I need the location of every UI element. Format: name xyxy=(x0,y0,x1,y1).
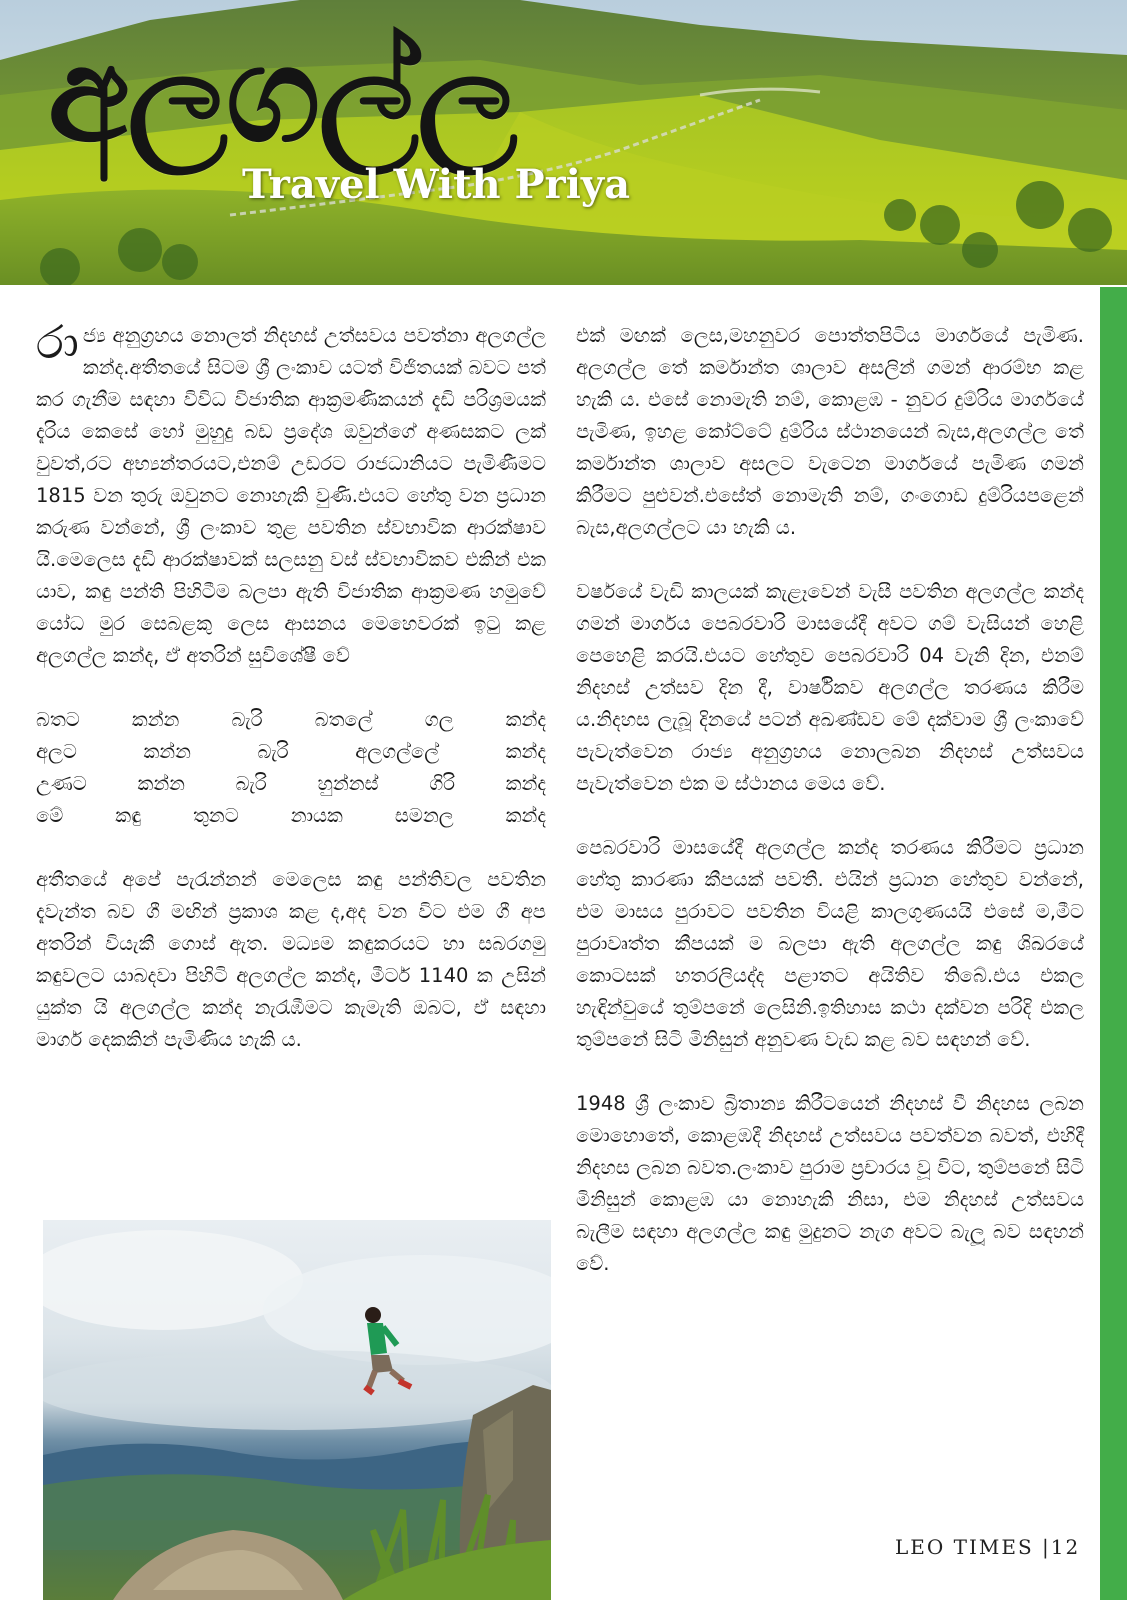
article-column-right xyxy=(576,320,1084,1280)
magazine-name: LEO TIMES xyxy=(895,1535,1034,1559)
article-paragraph xyxy=(36,315,546,672)
page-title: අලගල්ල xyxy=(48,18,516,172)
folk-poem xyxy=(36,704,546,832)
photo-scene xyxy=(43,1220,551,1600)
poem-line: බතට කන්න බැරි බතලේ ගල කන්ද xyxy=(36,708,546,731)
article-paragraph: එක් මඟක් ලෙස,මහනුවර පොත්තපිටිය මාර්ගයේ පැමිණ. අලගල්ල තේ කර්මාන්ත ශාලාව අසලින් ගමන් ආරම්භ කළ හැකි ය. එසේ නොමැති නම්, කොළඹ - නුවර දුම්රිය මාර්ගයේ පැමිණ, ඉහළ කෝට්ටේ දුම්රිය ස්ථානයෙන් බැස,අලගල්ල තේ කර්මාන්ත ශාලාව අසලට වැටෙන මාර්ගයේ පැමිණ ගමන් කිරීමට පුළුවන්.එසේත් නොමැති නම්, ගංගොඩ දුම්රියපළෙන් බැස,අලගල්ලට යා හැකි ය. xyxy=(576,324,1084,539)
drop-cap: රා xyxy=(36,315,79,369)
page-subtitle: Travel With Priya xyxy=(242,161,631,208)
page-footer xyxy=(895,1535,1080,1559)
page-number: 12 xyxy=(1050,1535,1081,1559)
jumping-hiker-photo xyxy=(43,1220,551,1600)
paragraph-text: ජ්‍ය අනුග්‍රහය නොලත් නිදහස් උත්සවය පවත්නා අලගල්ල කන්ද.අතීතයේ සිටම ශ්‍රී ලංකාව යටත් විජිතයක් බවට පත් කර ගැනීම සඳහා විවිධ විජාතික ආක්‍රමණිකයන් දැඩි පරිශ්‍රමයක් දැරිය කෙසේ හෝ මුහුදු බඩ ප්‍රදේශ ඔවුන්ගේ අණසකට ලක් වුවත්,රට අභ්‍යන්තරයට,එනම් උඩරට රාජධානියට පැමිණීමට 1815 වන තුරු ඔවුනට නොහැකි වුණි.එයට හේතු වන ප්‍රධාන කරුණ වන්නේ, ශ්‍රී ලංකාව තුළ පවතින ස්වභාවික ආරක්ෂාව යි.මෙලෙස දැඩි ආරක්ෂාවක් සලසනු වස් ස්වභාවිකව එකින් එක යාව, කඳු පන්ති පිහිටීම බලපා ඇති විජාතික ආක්‍රමණ හමුවේ යෝධ මුර සෙබළකු ලෙස ආසනය මෙහෙවරක් ඉටු කළ අලගල්ල කන්ද, ඒ අතරින් සුවිශේෂී වේ xyxy=(36,324,546,667)
article-paragraph: 1948 ශ්‍රී ලංකාව බ්‍රිතාන්‍ය කිරීටයෙන් නිදහස් වී නිදහස ලබන මොහොතේ, කොළඹදී නිදහස් උත්සවය පවත්වන බවත්, එහිදී නිදහස ලබන බවත.ලංකාව පුරාම ප්‍රචාරය වූ විට, තුම්පනේ සිටි මිනිසුන් කොළඹ යා නොහැකි නිසා, එම නිදහස් උත්සවය බැලීම සඳහා අලගල්ල කඳු මුදුනට නැග අවට බැලූ බව සඳහන් වේ. xyxy=(576,1092,1084,1275)
poem-line: අලට කන්න බැරි අලගල්ලේ කන්ද xyxy=(36,740,546,763)
footer-separator: | xyxy=(1042,1535,1051,1559)
hero-banner xyxy=(0,0,1127,285)
green-side-bar xyxy=(1100,287,1127,1600)
article-column-left xyxy=(36,315,546,1056)
poem-line: මේ කඳු තුනට නායක සමනල කන්ද xyxy=(36,804,546,827)
article-paragraph: පෙබරවාරි මාසයේදී අලගල්ල කන්ද තරණය කිරීමට ප්‍රධාන හේතු කාරණා කීපයක් පවතී. එයින් ප්‍රධාන හේතුව වන්නේ, එම මාසය පුරාවට පවතින වියළි කාලගුණයයි එසේ ම,මීට පුරාවෘත්ත කීපයක් ම බලපා ඇති අලගල්ල කඳු ශිඛරයේ කොටසක් හතරලියද්ද පළාතට අයිතිව තිබේ.එය එකල හැඳින්වුයේ තුම්පනේ ලෙසිනි.ඉතිහාස කථා දක්වන පරිදි එකල තුම්පනේ සිටි මිනිසුන් අනුවණ වැඩ කළ බව සඳහන් වේ. xyxy=(576,836,1084,1051)
article-paragraph: අතීතයේ අපේ පැරැන්නන් මෙලෙස කඳු පන්තිවල පවතින දැවැන්ත බව ගී මඟින් ප්‍රකාශ කළ ද,අද වන විට එම ගී අප අතරින් වියැකී ගොස් ඇත. මධ්‍යම කඳුකරයට හා සබරගමු කඳුවලට යාබදවා පිහිටි අලගල්ල කන්ද, මීටර් 1140 ක උසින් යුක්ත යි අලගල්ල කන්ද නැරැඹීමට කැමැති ඔබට, ඒ සඳහා මාර්ග දෙකකින් පැමිණිය හැකි ය. xyxy=(36,868,546,1051)
poem-line: උණට කන්න බැරි හුන්නස් ගිරි කන්ද xyxy=(36,772,546,795)
article-paragraph: වර්ෂයේ වැඩි කාලයක් කැළෑවෙන් වැසී පවතින අලගල්ල කන්ද ගමන් මාර්ගය පෙබරවාරි මාසයේදී අවට ගම් වැසියන් හෙළි පෙහෙළි කරයි.එයට හේතුව පෙබරවාරි 04 වැනි දින, එනම් නිදහස් උත්සව දින දී, වාර්ෂිකව අලගල්ල තරණය කිරීම ය.නිදහස ලැබූ දිනයේ පටන් අඛණ්ඩව මේ දක්වාම ශ්‍රී ලංකාවේ පැවැත්වෙන රාජ්‍ය අනුග්‍රහය නොලබන නිදහස් උත්සවය පැවැත්වෙන එක ම ස්ථානය මෙය වේ. xyxy=(576,580,1084,795)
